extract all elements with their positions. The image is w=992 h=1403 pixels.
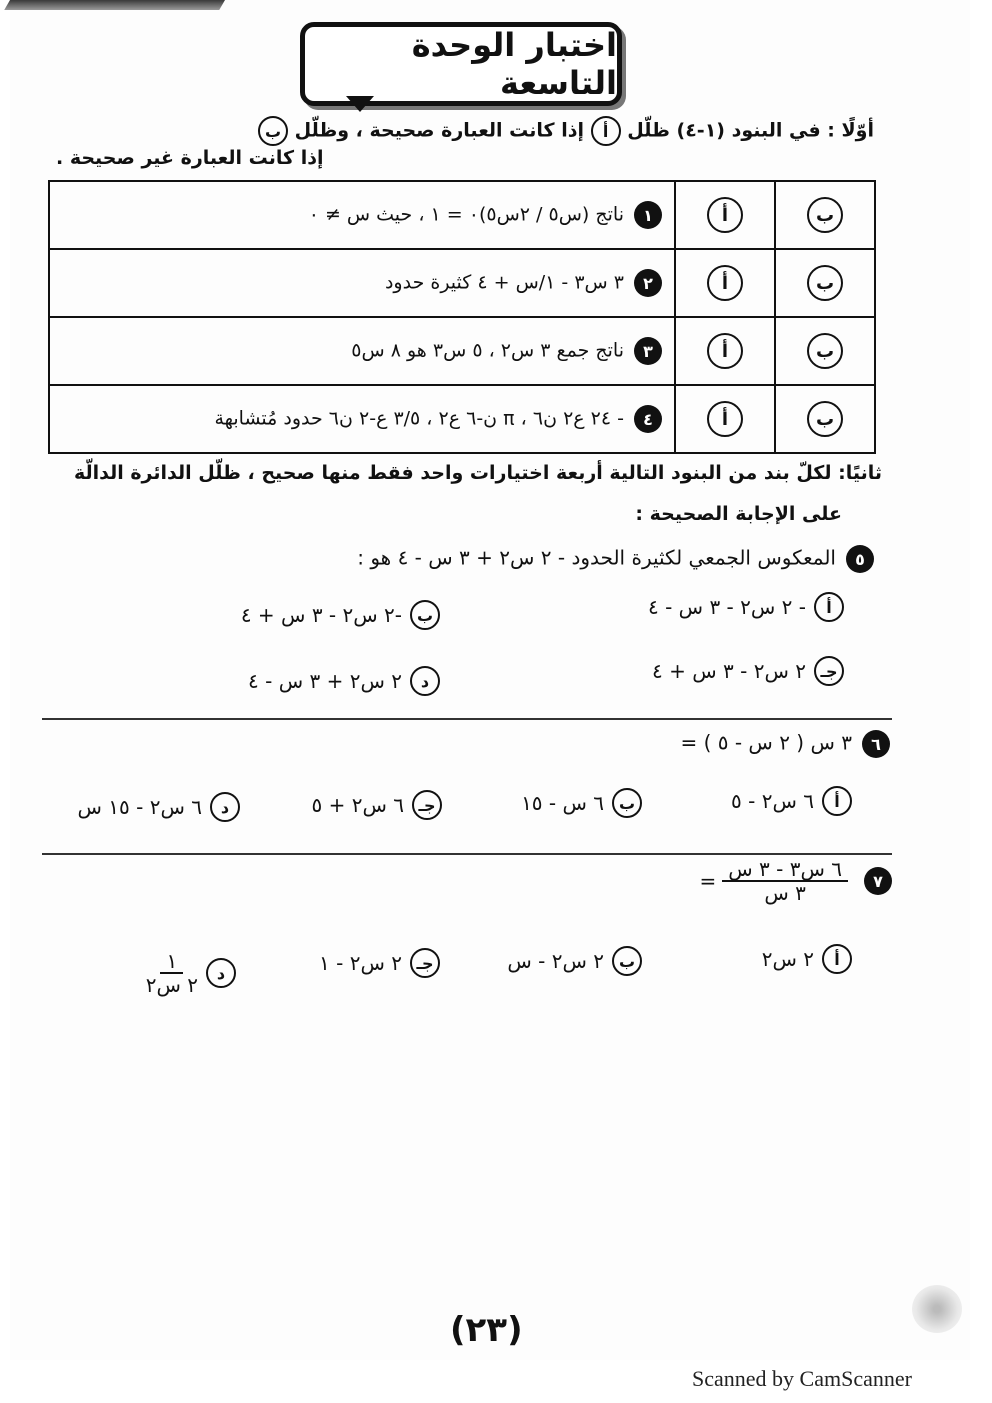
option-text: ٢ س٢ + ٣ س - ٤: [248, 669, 402, 693]
answer-a-bubble[interactable]: أ: [707, 333, 743, 369]
option-b-circle-icon: ب: [258, 116, 288, 146]
answer-a-bubble[interactable]: أ: [707, 265, 743, 301]
option-label-circle-icon[interactable]: أ: [822, 944, 852, 974]
q7-option-c[interactable]: [319, 948, 440, 978]
q5-option-a[interactable]: [648, 592, 844, 622]
q5-option-d[interactable]: [248, 666, 440, 696]
q6-option-d[interactable]: [78, 792, 240, 822]
q7-equals: =: [699, 869, 717, 893]
scanner-watermark: Scanned by CamScanner: [692, 1366, 912, 1391]
instruction-part-b: إذا كانت العبارة صحيحة ، وظلّل: [294, 119, 585, 142]
option-label-circle-icon[interactable]: جـ: [412, 790, 442, 820]
option-text: ٢ س٢ - ١: [319, 951, 402, 975]
divider: [42, 718, 892, 720]
title-banner: [300, 22, 622, 106]
question-number-badge: ١: [634, 201, 662, 229]
q7-numerator: ٦ س٣ - ٣ س: [722, 858, 848, 882]
answer-b-bubble[interactable]: ب: [807, 401, 843, 437]
answer-a-cell[interactable]: [675, 249, 775, 317]
answer-a-bubble[interactable]: أ: [707, 197, 743, 233]
option-label-circle-icon[interactable]: جـ: [814, 656, 844, 686]
question-text: ٣ س ( ٢ س - ٥ ) =: [680, 730, 852, 755]
question-number-badge: ٥: [846, 545, 874, 573]
q5-option-b[interactable]: [241, 600, 440, 630]
q7-option-a[interactable]: [762, 944, 852, 974]
question-text: ناتج (س٥ / ٢س٥)٠ = ١ ، حيث س ≠ ٠: [308, 203, 624, 226]
answer-a-cell[interactable]: [675, 317, 775, 385]
page-number: (٢٣): [450, 1310, 523, 1350]
question-cell: [49, 249, 675, 317]
option-text: ٢ س٢: [761, 947, 814, 971]
true-false-table: [48, 180, 876, 454]
option-text: ٦ س٢ - ١٥ س: [77, 795, 202, 819]
table-row: [49, 317, 875, 385]
section1-instruction-cont: [56, 147, 324, 169]
q7-option-b[interactable]: [507, 946, 642, 976]
table-row: [49, 385, 875, 453]
option-label-circle-icon[interactable]: أ: [822, 786, 852, 816]
question-text: المعكوس الجمعي لكثيرة الحدود - ٢ س٢ + ٣ س - ٤ هو :: [357, 545, 836, 570]
option-label-circle-icon[interactable]: ب: [612, 788, 642, 818]
answer-b-cell[interactable]: [775, 181, 875, 249]
section1-instruction: [258, 116, 874, 146]
q6-option-c[interactable]: [311, 790, 442, 820]
option-label-circle-icon[interactable]: جـ: [410, 948, 440, 978]
option-text: ٢ س٢ - ٣ س + ٤: [652, 659, 806, 683]
option-text: -٢ س٢ - ٣ س + ٤: [240, 603, 402, 627]
answer-b-bubble[interactable]: ب: [807, 265, 843, 301]
instruction-part-c: إذا كانت العبارة غير صحيحة .: [56, 147, 324, 169]
q5-option-c[interactable]: [652, 656, 844, 686]
answer-a-cell[interactable]: [675, 181, 775, 249]
option-label-circle-icon[interactable]: ب: [410, 600, 440, 630]
question-number-badge: ٧: [864, 867, 892, 895]
section2-instruction-cont: على الإجابة الصحيحة :: [635, 503, 842, 525]
question-cell: [49, 181, 675, 249]
question-number-badge: ٦: [862, 730, 890, 758]
option-text: ٢ س٢ - س: [507, 949, 604, 973]
option-text: - ٢ س٢ - ٣ س - ٤: [648, 595, 806, 619]
q6-option-a[interactable]: [731, 786, 852, 816]
question-cell: [49, 385, 675, 453]
q7-option-d[interactable]: [146, 950, 236, 996]
question-text: ناتج جمع ٣ س٢ ، ٥ س٣ هو ٨ س٥: [351, 339, 624, 362]
table-row: [49, 181, 875, 249]
divider: [42, 853, 892, 855]
option-label-circle-icon[interactable]: د: [410, 666, 440, 696]
table-row: [49, 249, 875, 317]
question-number-badge: ٣: [634, 337, 662, 365]
option-label-circle-icon[interactable]: ب: [612, 946, 642, 976]
answer-b-cell[interactable]: [775, 385, 875, 453]
section2-instruction: ثانيًا: لكلّ بند من البنود التالية أربعة اختيارات واحد فقط منها صحيح ، ظلّل الدائرة الدالّة: [73, 462, 882, 484]
option-text: ٦ س - ١٥: [521, 791, 604, 815]
question-text: - ٢٤ ع٢ ن٦ ، π ن-٦ ع٢ ، ٣/٥ ع-٢ ن٦ حدود مُتشابهة: [214, 407, 624, 430]
answer-b-cell[interactable]: [775, 317, 875, 385]
q6-option-b[interactable]: [521, 788, 642, 818]
answer-a-cell[interactable]: [675, 385, 775, 453]
question-cell: [49, 317, 675, 385]
option-a-circle-icon: أ: [591, 116, 621, 146]
question-7-stem: [699, 858, 892, 904]
q7-fraction: [722, 858, 848, 904]
option-text: ٦ س٢ - ٥: [731, 789, 814, 813]
page-title: اختبار الوحدة التاسعة: [411, 26, 617, 102]
option-fraction: [146, 950, 198, 996]
answer-b-bubble[interactable]: ب: [807, 197, 843, 233]
option-label-circle-icon[interactable]: د: [210, 792, 240, 822]
question-text: ٣ س٣ - ١/س + ٤ كثيرة حدود: [384, 271, 624, 294]
question-6-stem: [680, 730, 890, 758]
q7-denominator: ٣ س: [764, 881, 806, 905]
option-label-circle-icon[interactable]: د: [206, 958, 236, 988]
option-denominator: ٢ س٢: [145, 973, 198, 997]
option-text: ٦ س٢ + ٥: [311, 793, 404, 817]
title-banner-tail: [346, 96, 374, 112]
answer-b-bubble[interactable]: ب: [807, 333, 843, 369]
question-5-stem: [357, 545, 874, 573]
instruction-part-a: أوّلًا : في البنود (١-٤) ظلّل: [627, 119, 874, 142]
question-number-badge: ٢: [634, 269, 662, 297]
question-number-badge: ٤: [634, 405, 662, 433]
option-numerator: ١: [160, 950, 183, 974]
scan-edge-shadow: [4, 0, 225, 10]
option-label-circle-icon[interactable]: أ: [814, 592, 844, 622]
answer-b-cell[interactable]: [775, 249, 875, 317]
stamp-icon: [912, 1285, 962, 1333]
answer-a-bubble[interactable]: أ: [707, 401, 743, 437]
